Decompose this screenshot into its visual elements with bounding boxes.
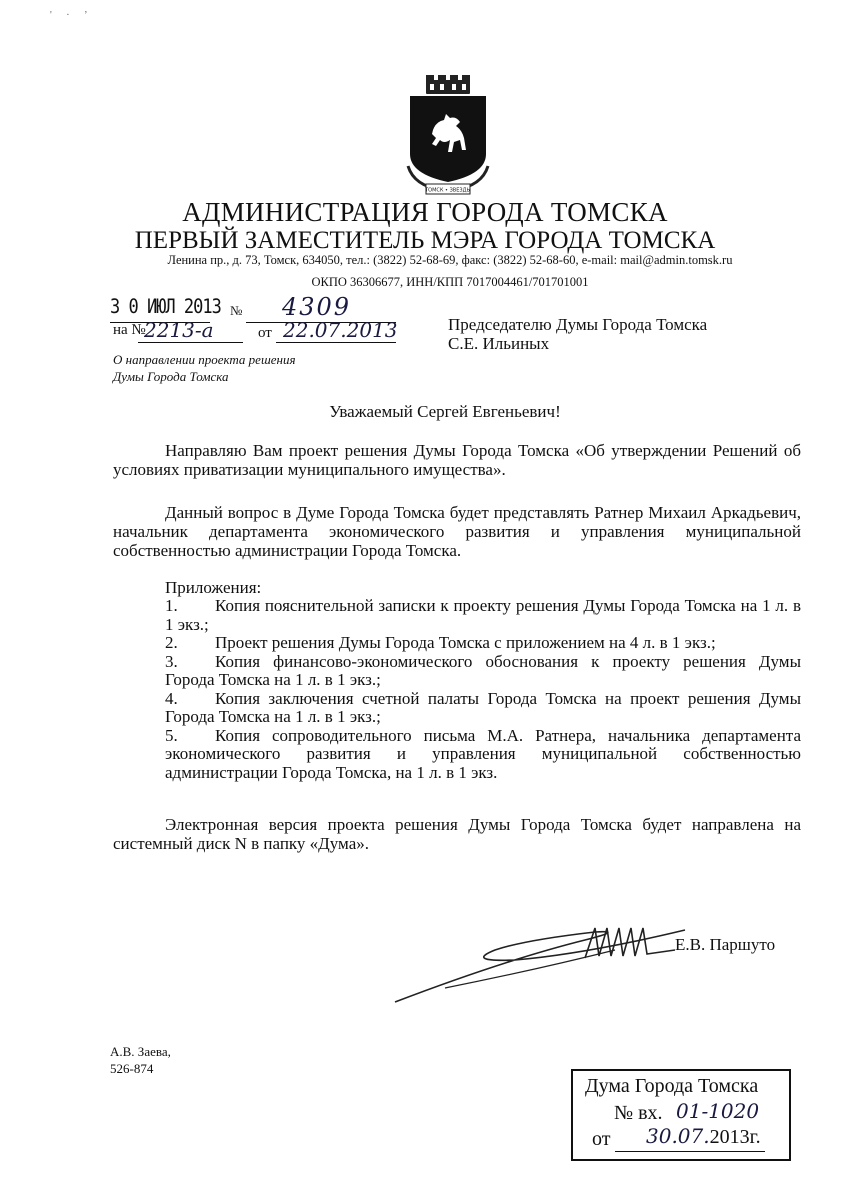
list-item-text: Копия сопроводительного письма М.А. Ратнера, начальника департамента экономического развития и управления муниципальной собственностью администрации Города Томска, на 1 л. в 1 экз. (165, 725, 801, 782)
outgoing-date-stamp: 3 0 ИЮЛ 2013 (110, 295, 221, 319)
org-name: АДМИНИСТРАЦИЯ ГОРОДА ТОМСКА (182, 197, 668, 227)
incoming-date-suffix: г. (749, 1126, 761, 1148)
in-reply-label: на № (113, 322, 146, 338)
paragraph-1: Направляю Вам проект решения Думы Города Томска «Об утверждении Решений об условиях приватизации муниципального имущества». (113, 441, 801, 479)
addressee-title: Председателю Думы Города Томска (448, 315, 708, 334)
list-item-text: Копия финансово-экономического обоснования к проекту решения Думы Города Томска на 1 л. в 1 экз.; (165, 651, 801, 689)
handwritten-signature (385, 910, 705, 1010)
attachments-heading: Приложения: (165, 578, 262, 597)
list-item-number: 1. (165, 596, 178, 615)
list-item-number: 3. (165, 651, 178, 671)
incoming-date-year: 2013 (709, 1126, 750, 1148)
from-label: от (258, 325, 272, 341)
position-title: ПЕРВЫЙ ЗАМЕСТИТЕЛЬ МЭРА ГОРОДА ТОМСКА (134, 227, 716, 254)
scan-marks: ' · ʼ (50, 10, 94, 21)
list-item (165, 690, 801, 727)
executor-name: А.В. Заева, (110, 1044, 171, 1059)
reply-number-underline (138, 342, 243, 343)
incoming-number: 01-1020 (676, 1099, 760, 1123)
list-item-text: Проект решения Думы Города Томска с приложением на 4 л. в 1 экз.; (215, 633, 716, 652)
addressee-name: С.Е. Ильиных (448, 334, 550, 353)
attachments-list (165, 597, 801, 782)
executor (110, 1043, 171, 1077)
tomsk-coat-of-arms-icon (404, 74, 492, 198)
list-item-text: Копия заключения счетной палаты Города Томска на проект решения Думы Города Томска на 1 л. в 1 экз.; (165, 688, 801, 726)
subject-line-1: О направлении проекта решения (113, 352, 296, 367)
incoming-number-label: № вх. (614, 1102, 663, 1124)
outgoing-number: 4309 (282, 293, 352, 321)
list-item (165, 727, 801, 783)
executor-phone: 526-874 (110, 1061, 154, 1076)
paragraph-3: Электронная версия проекта решения Думы Города Томска будет направлена на системный диск N в папку «Дума». (113, 815, 801, 853)
incoming-date-label: от (592, 1128, 611, 1150)
emblem-banner: ТОМСК • ЗВЕЗДЫ (425, 187, 471, 194)
incoming-stamp-title: Дума Города Томска (585, 1075, 759, 1097)
list-item (165, 653, 801, 690)
list-item-text: Копия пояснительной записки к проекту решения Думы Города Томска на 1 л. в 1 экз.; (165, 596, 801, 634)
org-codes: ОКПО 36306677, ИНН/КПП 7017004461/701701001 (311, 275, 589, 289)
greeting: Уважаемый Сергей Евгеньевич! (329, 402, 561, 421)
addressee (448, 315, 707, 353)
list-item-number: 4. (165, 688, 178, 708)
list-item-number: 2. (165, 633, 178, 652)
letter-subject (113, 351, 296, 385)
list-item-number: 5. (165, 725, 178, 745)
signer-name: Е.В. Паршуто (675, 935, 776, 954)
list-item (165, 634, 801, 653)
incoming-date-underline (615, 1151, 765, 1152)
incoming-date (646, 1124, 761, 1149)
paragraph-2: Данный вопрос в Думе Города Томска будет представлять Ратнер Михаил Аркадьевич, начальник департамента экономического развития и управления муниципальной собственностью администрации Города Томска. (113, 503, 801, 560)
list-item (165, 597, 801, 634)
org-address: Ленина пр., д. 73, Томск, 634050, тел.: (3822) 52-68-69, факс: (3822) 52-68-60, e-mail: mail@admin.tomsk.ru (167, 253, 733, 267)
reply-number: 2213-а (144, 318, 214, 342)
number-label: № (230, 303, 243, 318)
subject-line-2: Думы Города Томска (113, 369, 229, 384)
reply-date: 22.07.2013 (283, 318, 398, 342)
incoming-date-handwritten: 30.07. (646, 1124, 710, 1148)
reply-date-underline (276, 342, 396, 343)
